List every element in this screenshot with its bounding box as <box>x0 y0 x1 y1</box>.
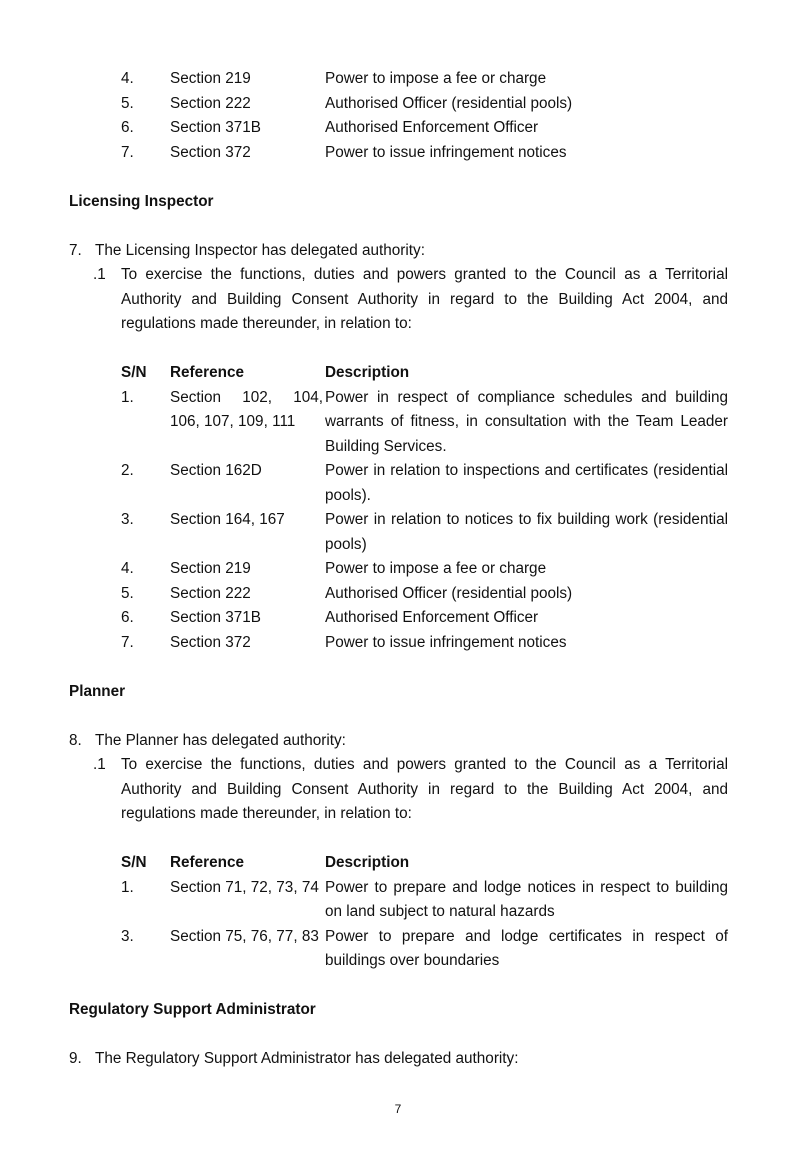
sn-cell: 7. <box>121 143 134 161</box>
reference-cell: Section 219 <box>170 70 251 87</box>
description-cell: Authorised Officer (residential pools) <box>325 94 573 112</box>
paragraph-number: 9. <box>69 1050 82 1067</box>
table-row <box>121 508 728 557</box>
paragraph-7 <box>69 239 728 264</box>
subparagraph-text: To exercise the functions, duties and powers granted to the Council as a Territorial Authority and Building Consent Authority in regard to the Building Act 2004, and regulations made thereunder, in relation to: <box>121 266 728 332</box>
sn-cell: 7. <box>121 633 134 651</box>
table-row <box>121 876 728 925</box>
description-cell: Power to prepare and lodge certificates in respect of buildings over boundaries <box>325 927 728 969</box>
description-cell: Authorised Enforcement Officer <box>325 609 539 626</box>
reference-cell: Section 372 <box>170 143 251 161</box>
sn-cell: 4. <box>121 70 134 87</box>
reference-cell: Section 219 <box>170 560 251 577</box>
table-row <box>121 141 728 166</box>
reference-cell: Section 222 <box>170 584 251 602</box>
sn-header: S/N <box>121 854 147 871</box>
table-header-row <box>121 361 728 386</box>
table-header-row <box>121 851 728 876</box>
sn-cell: 5. <box>121 94 134 112</box>
subparagraph-number: .1 <box>93 756 106 773</box>
table-row <box>121 386 728 460</box>
reference-header: Reference <box>170 364 244 381</box>
subparagraph-text: To exercise the functions, duties and powers granted to the Council as a Territorial Authority and Building Consent Authority in regard to the Building Act 2004, and regulations made thereunder, in relation to: <box>121 756 728 822</box>
paragraph-8 <box>69 729 728 754</box>
description-cell: Power to prepare and lodge notices in respect to building on land subject to natural hazards <box>325 878 728 920</box>
reference-cell: Section 222 <box>170 94 251 112</box>
section-heading-licensing-inspector: Licensing Inspector <box>69 192 214 210</box>
paragraph-text: The Planner has delegated authority: <box>95 731 346 749</box>
description-cell: Power in relation to inspections and certificates (residential pools). <box>325 462 728 504</box>
subparagraph-8-1 <box>93 753 728 827</box>
table-row <box>121 557 728 582</box>
top-delegation-table <box>121 67 728 165</box>
reference-cell: Section 371B <box>170 119 261 136</box>
description-cell: Power to impose a fee or charge <box>325 70 547 87</box>
document-page <box>0 67 796 1072</box>
description-cell: Authorised Enforcement Officer <box>325 119 539 136</box>
table-row <box>121 606 728 631</box>
section-heading-planner: Planner <box>69 682 126 700</box>
description-cell: Power in relation to notices to fix building work (residential pools) <box>325 511 728 553</box>
sn-cell: 5. <box>121 584 134 602</box>
page-number: 7 <box>394 1102 402 1116</box>
sn-cell: 2. <box>121 462 134 479</box>
sn-cell: 4. <box>121 560 134 577</box>
reference-header: Reference <box>170 854 244 871</box>
paragraph-number: 8. <box>69 731 82 749</box>
reference-cell: Section 371B <box>170 609 261 626</box>
sn-cell: 6. <box>121 119 134 136</box>
paragraph-text: The Licensing Inspector has delegated authority: <box>95 241 425 259</box>
paragraph-number: 7. <box>69 241 82 259</box>
paragraph-9 <box>69 1047 728 1072</box>
planner-delegation-table <box>121 851 728 974</box>
reference-cell: Section 102, 104, 106, 107, 109, 111 <box>170 388 323 430</box>
subparagraph-7-1 <box>93 263 728 337</box>
reference-cell: Section 162D <box>170 462 262 479</box>
description-cell: Power in respect of compliance schedules and building warrants of fitness, in consultation with the Team Leader Building Services. <box>325 388 728 455</box>
section-heading-regulatory-support-administrator: Regulatory Support Administrator <box>69 1001 316 1018</box>
table-row <box>121 116 728 141</box>
reference-cell: Section 164, 167 <box>170 511 285 528</box>
table-row <box>121 631 728 656</box>
table-row <box>121 92 728 117</box>
description-header: Description <box>325 364 410 381</box>
table-row <box>121 925 728 974</box>
table-row <box>121 582 728 607</box>
description-cell: Power to issue infringement notices <box>325 633 567 651</box>
sn-cell: 6. <box>121 609 134 626</box>
reference-cell: Section 372 <box>170 633 251 651</box>
description-cell: Authorised Officer (residential pools) <box>325 584 573 602</box>
paragraph-text: The Regulatory Support Administrator has delegated authority: <box>95 1050 519 1067</box>
sn-cell: 3. <box>121 511 134 528</box>
table-row <box>121 459 728 508</box>
description-header: Description <box>325 854 410 871</box>
table-row <box>121 67 728 92</box>
reference-cell: Section 75, 76, 77, 83 <box>170 927 319 945</box>
description-cell: Power to impose a fee or charge <box>325 560 547 577</box>
sn-cell: 3. <box>121 927 134 945</box>
licensing-delegation-table <box>121 361 728 655</box>
reference-cell: Section 71, 72, 73, 74 <box>170 878 319 896</box>
sn-header: S/N <box>121 364 147 381</box>
subparagraph-number: .1 <box>93 266 106 283</box>
sn-cell: 1. <box>121 878 134 896</box>
sn-cell: 1. <box>121 388 134 406</box>
description-cell: Power to issue infringement notices <box>325 143 567 161</box>
